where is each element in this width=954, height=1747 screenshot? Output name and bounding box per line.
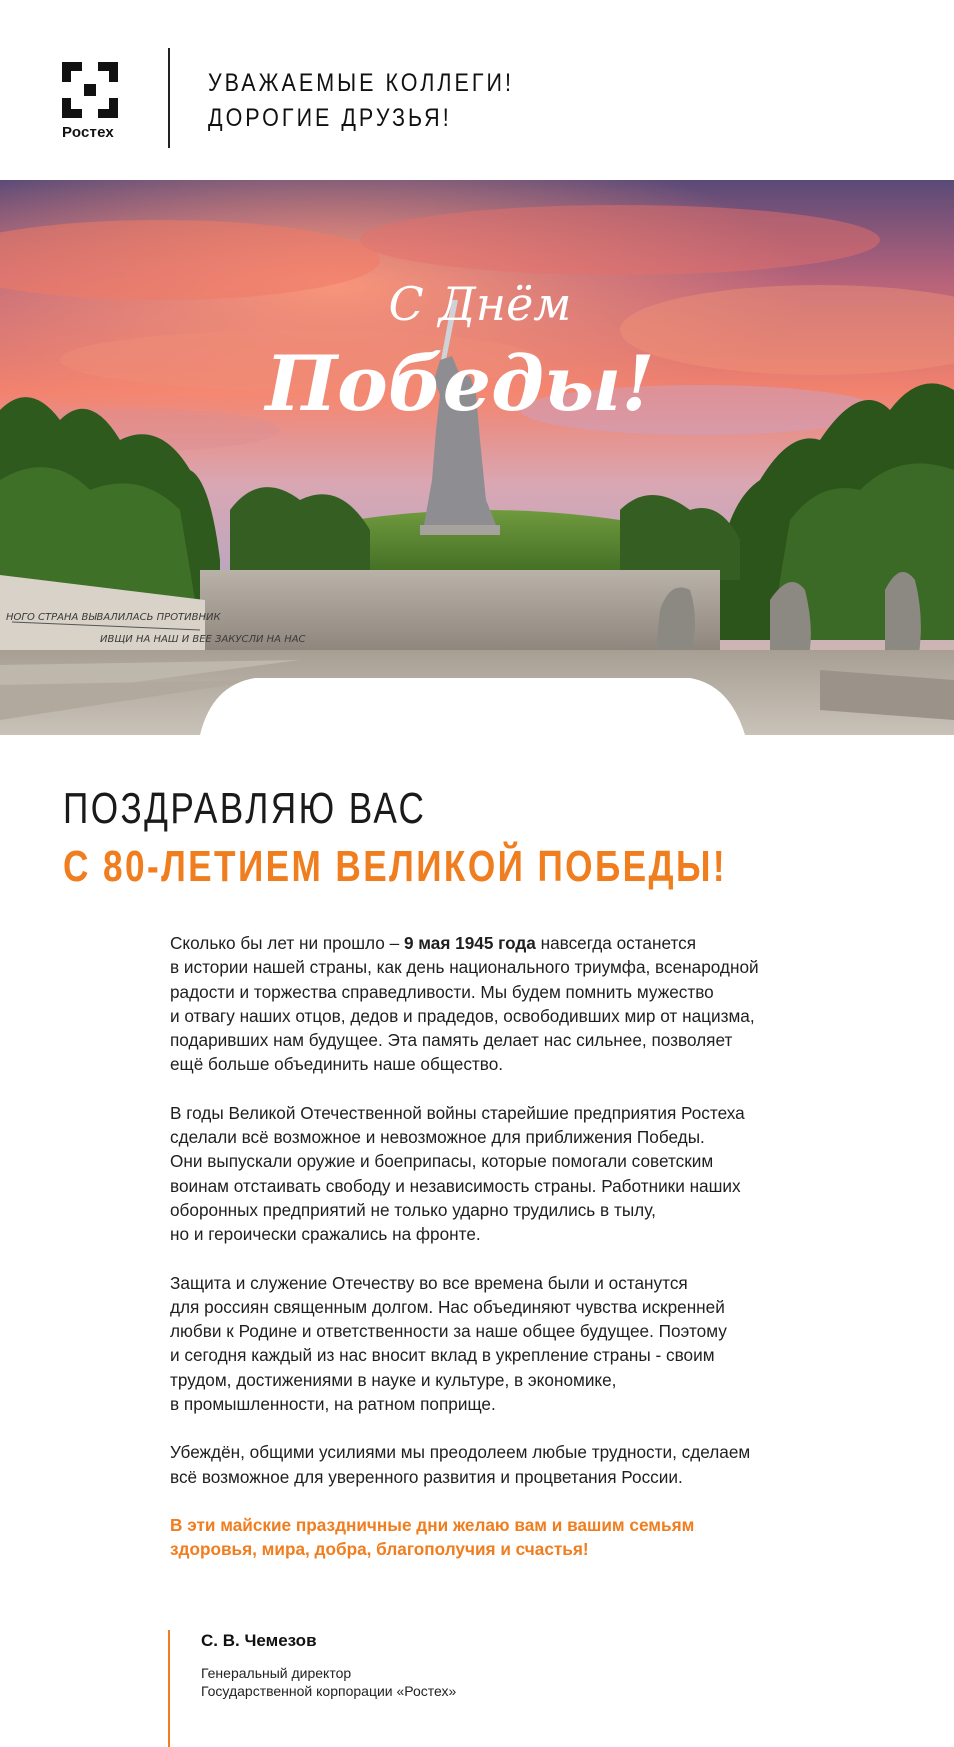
text-line: здоровья, мира, добра, благополучия и счастья!: [170, 1539, 589, 1560]
wish-paragraph: [170, 1513, 850, 1562]
greeting-line-1: УВАЖАЕМЫЕ КОЛЛЕГИ!: [208, 69, 514, 97]
text-line: оборонных предприятий не только ударно трудились в тылу,: [170, 1199, 656, 1220]
greeting: [208, 66, 514, 136]
title-line-2: С 80-ЛЕТИЕМ ВЕЛИКОЙ ПОБЕДЫ!: [63, 842, 727, 891]
letter-body: [170, 931, 850, 1586]
text-line: но и героически сражались на фронте.: [170, 1224, 481, 1245]
signer-title: [201, 1664, 456, 1700]
text-line: и сегодня каждый из нас вносит вклад в укрепление страны - своим: [170, 1345, 715, 1366]
paragraph-4: [170, 1440, 850, 1489]
page-title: [63, 780, 893, 896]
letter-header: [0, 0, 954, 180]
text-line: и отвагу наших отцов, дедов и прадедов, освободивших мир от нацизма,: [170, 1005, 755, 1026]
text-segment: навсегда останется: [535, 933, 697, 953]
title-line-1: ПОЗДРАВЛЯЮ ВАС: [63, 784, 427, 833]
text-line: в истории нашей страны, как день национального триумфа, всенародной: [170, 957, 759, 978]
greeting-line-2: ДОРОГИЕ ДРУЗЬЯ!: [208, 104, 452, 132]
signature-accent-bar: [168, 1630, 170, 1747]
text-line: Они выпускали оружие и боеприпасы, которые помогали советским: [170, 1151, 714, 1172]
memorial-illustration: [0, 180, 954, 735]
text-segment: Сколько бы лет ни прошло –: [170, 933, 404, 953]
hero-caption-line-1: С Днём: [388, 277, 572, 331]
rostec-logo-icon: [62, 62, 118, 118]
text-line: Защита и служение Отечеству во все времена были и останутся: [170, 1272, 688, 1293]
text-line: сделали всё возможное и невозможное для приближения Победы.: [170, 1127, 705, 1148]
wall-inscription-2: ИВЩИ НА НАШ И ВЕЕ ЗАКУСЛИ НА НАС: [100, 634, 306, 645]
text-line: всё возможное для уверенного развития и процветания России.: [170, 1466, 683, 1487]
wall-inscription-1: НОГО СТРАНА ВЫВАЛИЛАСЬ ПРОТИВНИК: [6, 612, 221, 623]
header-divider: [168, 48, 170, 148]
text-line: воинам отстаивать свободу и независимость страны. Работники наших: [170, 1175, 741, 1196]
text-line: В эти майские праздничные дни желаю вам и вашим семьям: [170, 1514, 695, 1535]
paragraph-2: [170, 1101, 850, 1247]
logo-text: Ростех: [62, 124, 114, 141]
text-line: подаривших нам будущее. Эта память делает нас сильнее, позволяет: [170, 1030, 733, 1051]
text-line: в промышленности, на ратном поприще.: [170, 1394, 496, 1415]
hero-caption-line-2: Победы!: [265, 339, 655, 428]
text-line: В годы Великой Отечественной войны старейшие предприятия Ростеха: [170, 1102, 745, 1123]
signer-title-line-1: Генеральный директор: [201, 1665, 352, 1681]
text-line: для россиян священным долгом. Нас объединяют чувства искренней: [170, 1296, 725, 1317]
signer-title-line-2: Государственной корпорации «Ростех»: [201, 1683, 457, 1699]
text-line: трудом, достижениями в науке и культуре, в экономике,: [170, 1369, 617, 1390]
paragraph-1: [170, 931, 850, 1077]
text-line: радости и торжества справедливости. Мы будем помнить мужество: [170, 981, 714, 1002]
hero-image: [0, 180, 954, 735]
signer-name: С. В. Чемезов: [201, 1631, 317, 1650]
date-highlight: 9 мая 1945 года: [403, 933, 536, 953]
paragraph-1-line-1: [170, 931, 850, 955]
text-line: Убеждён, общими усилиями мы преодолеем любые трудности, сделаем: [170, 1442, 751, 1463]
text-line: ещё больше объединить наше общество.: [170, 1054, 504, 1075]
text-line: любви к Родине и ответственности за наше общее будущее. Поэтому: [170, 1321, 727, 1342]
paragraph-3: [170, 1271, 850, 1417]
